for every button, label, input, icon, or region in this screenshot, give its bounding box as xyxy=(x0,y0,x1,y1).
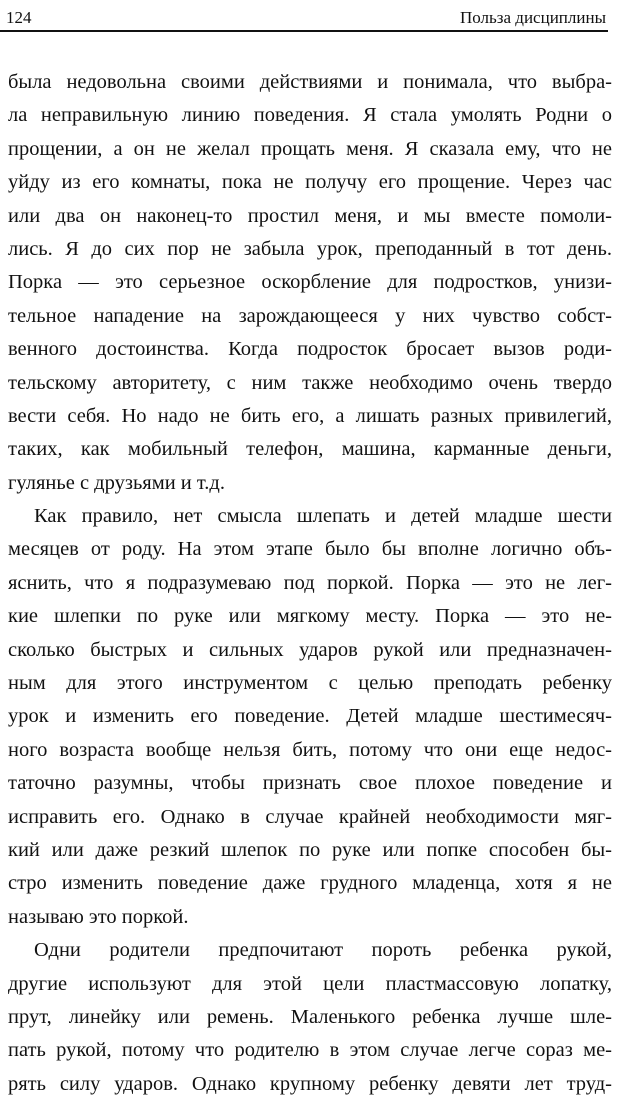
text-line: пать рукой, потому что родителю в этом случае легче сораз ме- xyxy=(8,1039,612,1062)
text-line: Порка — это серьезное оскорбление для подростков, унизи- xyxy=(8,271,612,294)
text-line: исправить его. Однако в случае крайней необходимости мяг- xyxy=(8,805,612,828)
text-line: тельное нападение на зарождающееся у них чувство собст- xyxy=(8,304,612,327)
text-line: месяцев от роду. На этом этапе было бы вполне логично объ- xyxy=(8,538,612,561)
text-line: Как правило, нет смысла шлепать и детей младше шести xyxy=(34,505,612,528)
text-line: урок и изменить его поведение. Детей младше шестимесяч- xyxy=(8,705,612,728)
text-line: ла неправильную линию поведения. Я стала умолять Родни о xyxy=(8,104,612,127)
text-line: яснить, что я подразумеваю под поркой. Порка — это не лег- xyxy=(8,571,612,594)
running-head xyxy=(6,2,606,28)
text-line: таких, как мобильный телефон, машина, карманные деньги, xyxy=(8,438,612,461)
text-line: была недовольна своими действиями и понимала, что выбра- xyxy=(8,71,612,93)
running-title: Польза дисциплины xyxy=(460,8,606,27)
text-line: называю это поркой. xyxy=(8,905,189,928)
text-line: рять силу ударов. Однако крупному ребенку девяти лет труд- xyxy=(8,1072,612,1095)
text-line: ным для этого инструментом с целью преподать ребенку xyxy=(8,672,612,695)
header-rule xyxy=(0,30,608,32)
text-line: стро изменить поведение даже грудного младенца, хотя я не xyxy=(8,872,612,895)
text-line: кие шлепки по руке или мягкому месту. Порка — это не- xyxy=(8,605,612,628)
text-line: вести себя. Но надо не бить его, а лишать разных привилегий, xyxy=(8,404,612,427)
text-line: сколько быстрых и сильных ударов рукой или предназначен- xyxy=(8,638,612,661)
text-line: ного возраста вообще нельзя бить, потому что они еще недос- xyxy=(8,738,612,761)
text-line: Одни родители предпочитают пороть ребенка рукой, xyxy=(34,939,612,962)
page-number: 124 xyxy=(6,8,32,27)
body-text xyxy=(8,66,612,1101)
text-line: кий или даже резкий шлепок по руке или попке способен бы- xyxy=(8,838,612,861)
text-line: прут, линейку или ремень. Маленького ребенка лучше шле- xyxy=(8,1005,612,1028)
text-line: венного достоинства. Когда подросток бросает вызов роди- xyxy=(8,338,612,361)
text-line: тельскому авторитету, с ним также необходимо очень твердо xyxy=(8,371,612,394)
text-line: таточно разумны, чтобы признать свое плохое поведение и xyxy=(8,772,612,795)
text-line: лись. Я до сих пор не забыла урок, преподанный в тот день. xyxy=(8,237,612,260)
text-line: уйду из его комнаты, пока не получу его прощение. Через час xyxy=(8,171,612,194)
text-line: или два он наконец-то простил меня, и мы вместе помоли- xyxy=(8,204,612,227)
text-line: другие используют для этой цели пластмассовую лопатку, xyxy=(8,972,612,995)
text-line: гулянье с друзьями и т.д. xyxy=(8,471,225,494)
text-line: прощении, а он не желал прощать меня. Я сказала ему, что не xyxy=(8,137,612,160)
